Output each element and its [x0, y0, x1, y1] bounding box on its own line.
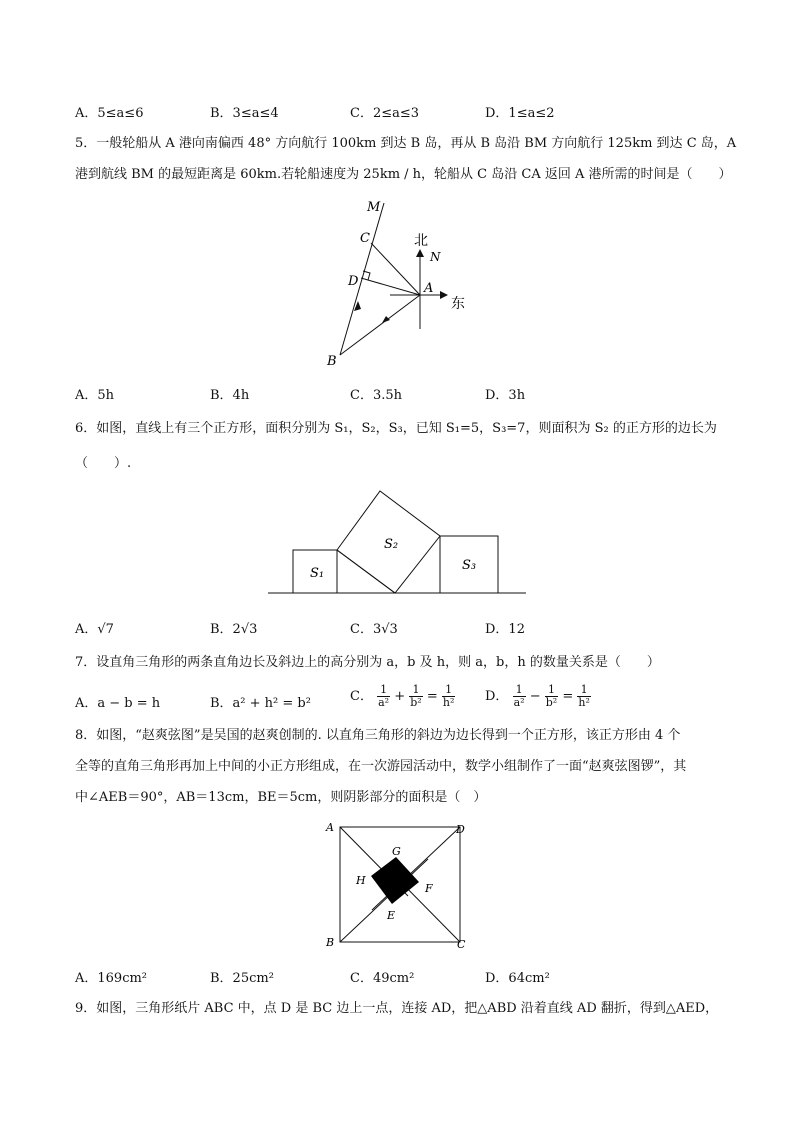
- q7-d-frac-1-den: a²: [513, 696, 525, 709]
- q6-option-c: C．3√3: [350, 622, 398, 637]
- q7-c-frac-1: [377, 684, 390, 709]
- q7-d-frac-2-den: b²: [545, 696, 558, 709]
- q7-d-eq: =: [562, 689, 574, 704]
- q6-option-b: B．2√3: [210, 622, 258, 637]
- q5-east-arrow: [440, 291, 448, 299]
- q4-options: [75, 102, 715, 120]
- q5-label-north: 北: [414, 233, 428, 249]
- q6-figure: [268, 488, 530, 598]
- q6-text-line2: （ ）.: [75, 456, 132, 471]
- q5-text-line1: 5．一般轮船从 A 港向南偏西 48° 方向航行 100km 到达 B 岛，再从 B 岛沿 BM 方向航行 125km 到达 C 岛，A: [75, 136, 737, 151]
- q5-label-a: A: [424, 281, 434, 296]
- q7-option-c-prefix: C．: [350, 689, 373, 704]
- q7-option-a: A．a − b = h: [75, 696, 161, 711]
- q5-label-m: M: [367, 200, 381, 215]
- q5-arrow-ab: [382, 316, 390, 323]
- q7-d-frac-3-num: 1: [577, 684, 591, 697]
- q5-option-b: B．4h: [210, 388, 250, 403]
- q8-label-d: D: [456, 823, 465, 836]
- q8-label-e: E: [387, 909, 396, 922]
- q7-c-frac-3-den: h²: [442, 696, 455, 709]
- q7-d-frac-3-den: h²: [578, 696, 590, 709]
- q5-label-d: D: [348, 274, 359, 289]
- q5-option-d: D．3h: [485, 388, 526, 403]
- q8-option-b: B．25cm²: [210, 971, 274, 986]
- q7-d-frac-1: [513, 684, 526, 709]
- q5-label-b: B: [327, 354, 337, 367]
- q8-text-line2: 全等的直角三角形再加上中间的小正方形组成，在一次游园活动中，数学小组制作了一面“赵爽弦图锣”，其: [75, 759, 687, 774]
- q7-c-eq: =: [426, 689, 438, 704]
- q4-option-a: A．5≤a≤6: [75, 106, 144, 121]
- q6-hyp-left: [337, 550, 395, 593]
- q4-option-b: B．3≤a≤4: [210, 106, 279, 121]
- q8-label-a: A: [326, 821, 334, 834]
- q8-label-c: C: [457, 938, 466, 951]
- q5-line-bm: [340, 203, 384, 355]
- q7-d-frac-2: [545, 684, 558, 709]
- q5-line-da: [361, 278, 420, 295]
- q7-text-line1: 7．设直角三角形的两条直角边长及斜边上的高分别为 a，b 及 h，则 a，b，h 的数量关系是（ ）: [75, 655, 660, 670]
- q7-c-frac-1-num: 1: [377, 684, 390, 697]
- q8-label-f: F: [425, 882, 433, 895]
- q7-d-frac-3: [577, 684, 591, 709]
- q4-option-d: D．1≤a≤2: [485, 106, 555, 121]
- q7-c-frac-1-den: a²: [378, 696, 390, 709]
- q5-line-ca: [371, 243, 420, 295]
- q8-option-a: A．169cm²: [75, 971, 148, 986]
- q7-option-c: [350, 684, 455, 709]
- q6-label-s3: S₃: [462, 558, 477, 573]
- q7-c-frac-3: [442, 684, 456, 709]
- q7-option-d: [485, 684, 591, 709]
- q7-c-frac-2: [409, 684, 422, 709]
- q8-text-line3: 中∠AEB＝90°，AB＝13cm，BE＝5cm，则阴影部分的面积是（ ）: [75, 790, 487, 805]
- q5-label-n: N: [430, 250, 441, 264]
- q7-c-frac-2-den: b²: [410, 696, 422, 709]
- q5-north-arrow: [416, 249, 424, 257]
- q8-shaded-square: [371, 857, 419, 904]
- q7-options: [75, 684, 715, 718]
- q7-d-frac-2-num: 1: [545, 684, 558, 697]
- q7-d-frac-1-num: 1: [513, 684, 526, 697]
- q5-line-ab: [340, 295, 420, 355]
- q8-label-h: H: [356, 874, 366, 887]
- q6-label-s2: S₂: [384, 537, 399, 552]
- q7-c-frac-2-num: 1: [409, 684, 422, 697]
- q5-label-east: 东: [451, 296, 465, 312]
- q7-c-plus: +: [394, 689, 406, 704]
- q5-option-a: A．5h: [75, 388, 115, 403]
- q4-option-c: C．2≤a≤3: [350, 106, 420, 121]
- q6-options: [75, 618, 715, 636]
- q7-d-minus: −: [529, 689, 541, 704]
- q8-figure: [320, 818, 476, 956]
- q6-option-d: D．12: [485, 622, 525, 637]
- q6-text-line1: 6．如图，直线上有三个正方形，面积分别为 S₁，S₂，S₃，已知 S₁=5，S₃=7，则面积为 S₂ 的正方形的边长为: [75, 421, 717, 436]
- q5-option-c: C．3.5h: [350, 388, 402, 403]
- q7-option-d-prefix: D．: [485, 689, 509, 704]
- q8-option-d: D．64cm²: [485, 971, 550, 986]
- q8-label-b: B: [326, 936, 335, 949]
- q5-options: [75, 384, 715, 402]
- q6-option-a: A．√7: [75, 622, 114, 637]
- q8-options: [75, 967, 715, 985]
- q8-label-g: G: [392, 845, 401, 858]
- q5-text-line2: 港到航线 BM 的最短距离是 60km.若轮船速度为 25km / h，轮船从 C 岛沿 CA 返回 A 港所需的时间是（ ）: [75, 167, 732, 182]
- q5-figure: [320, 195, 480, 367]
- q9-text-line1: 9．如图，三角形纸片 ABC 中，点 D 是 BC 边上一点，连接 AD，把△ABD 沿着直线 AD 翻折，得到△AED，: [75, 1001, 719, 1016]
- q6-label-s1: S₁: [310, 566, 325, 581]
- q8-text-line1: 8．如图，“赵爽弦图”是吴国的赵爽创制的. 以直角三角形的斜边为边长得到一个正方形，该正方形由 4 个: [75, 728, 681, 743]
- q7-c-frac-3-num: 1: [442, 684, 456, 697]
- q8-option-c: C．49cm²: [350, 971, 415, 986]
- q5-label-c: C: [360, 231, 370, 246]
- q7-option-b: B．a² + h² = b²: [210, 696, 311, 711]
